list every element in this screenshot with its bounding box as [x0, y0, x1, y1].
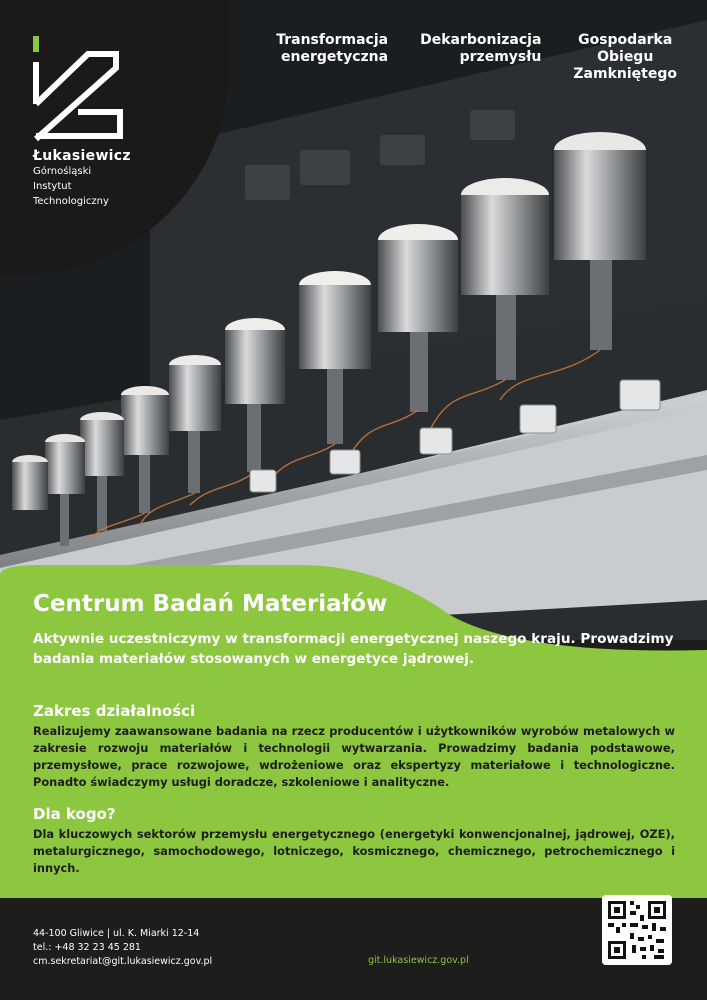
lukasiewicz-logo-icon: [30, 34, 130, 146]
website-link[interactable]: git.lukasiewicz.gov.pl: [368, 955, 469, 966]
nav-gospodarka[interactable]: Gospodarka Obiegu Zamkniętego: [573, 32, 677, 82]
page-title: Centrum Badań Materiałów: [33, 591, 388, 617]
logo-sub-line-1: Górnośląski: [33, 166, 92, 177]
logo-text: [33, 148, 131, 209]
qr-code-icon[interactable]: [602, 895, 672, 965]
topic-nav: [276, 32, 677, 83]
logo-sub-line-2: Instytut: [33, 181, 72, 192]
section-text-zakres: Realizujemy zaawansowane badania na rzecz producentów i użytkowników wyrobów metalowych w zakresie rozwoju materiałów i technologii wytwarzania. Prowadzimy badania podstawowe, przemysłowe, prace rozwojowe, wdrożeniowe oraz ekspertyzy materiałowe i technologiczne. Ponadto świadczymy usługi doradcze, szkoleniowe i analityczne.: [33, 724, 675, 789]
address-line-2: tel.: +48 32 23 45 281: [33, 942, 141, 953]
footer-address: [33, 927, 212, 969]
section-text-dla-kogo: Dla kluczowych sektorów przemysłu energetycznego (energetyki konwencjonalnej, jądrowej, OZE), metalurgicznego, samochodowego, lotniczego, kosmicznego, chemicznego, petrochemicznego i innych.: [33, 827, 675, 875]
logo-sub-line-3: Technologiczny: [33, 196, 109, 207]
nav-dekarbonizacja[interactable]: Dekarbonizacja przemysłu: [420, 32, 542, 65]
address-line-1: 44-100 Gliwice | ul. K. Miarki 12-14: [33, 928, 200, 939]
logo-name: Łukasiewicz: [33, 148, 131, 164]
page-subtitle: Aktywnie uczestniczymy w transformacji energetycznej naszego kraju. Prowadzimy badania materiałów stosowanych w energetyce jądrowej.: [33, 631, 674, 667]
address-line-3[interactable]: cm.sekretariat@git.lukasiewicz.gov.pl: [33, 956, 213, 967]
nav-transformacja[interactable]: Transformacja energetyczna: [276, 32, 389, 65]
section-heading-dla-kogo: Dla kogo?: [33, 805, 116, 823]
section-heading-zakres: Zakres działalności: [33, 702, 196, 720]
